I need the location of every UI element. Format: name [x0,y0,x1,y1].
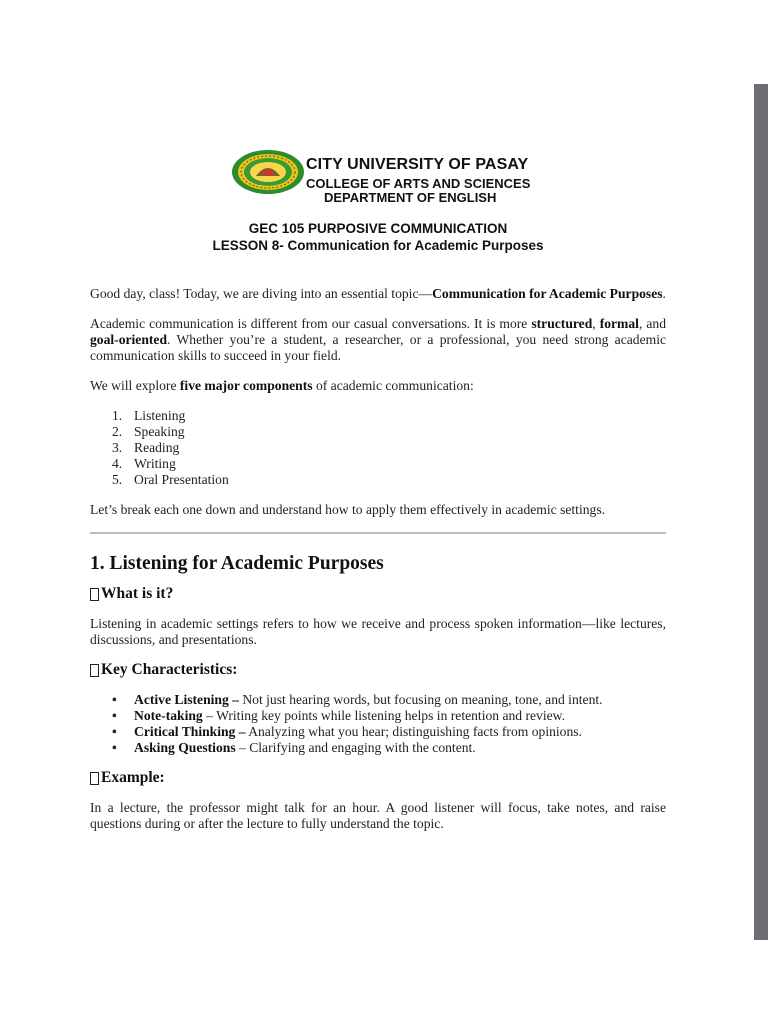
list-item: • Note-taking – Writing key points while listening helps in retention and review. [90,708,666,724]
intro-paragraph-4: Let’s break each one down and understand how to apply them effectively in academic settings. [90,502,606,517]
list-item: • Active Listening – Not just hearing words, but focusing on meaning, tone, and intent. [90,692,666,708]
university-name: CITY UNIVERSITY OF PASAY [306,156,529,173]
bullet-icon: • [112,724,117,739]
list-item: • Asking Questions – Clarifying and engaging with the content. [90,740,666,756]
characteristics-list [90,692,666,756]
intro-paragraph-1: Good day, class! Today, we are diving into an essential topic—Communication for Academic Purposes. [90,286,666,301]
list-item: 3. Reading [112,440,180,455]
missing-glyph-icon [90,588,99,601]
document-header [0,148,768,208]
bullet-icon: • [112,708,117,723]
department-name: DEPARTMENT OF ENGLISH [324,190,497,205]
list-item: 4. Writing [112,456,176,471]
intro-paragraph-3: We will explore five major components of academic communication: [90,378,474,393]
bullet-icon: • [112,692,117,707]
vertical-scrollbar[interactable] [754,84,768,940]
list-item: 2. Speaking [112,424,185,439]
list-item: 5. Oral Presentation [112,472,229,487]
what-paragraph: Listening in academic settings refers to how we receive and process spoken information—like lectures, discussions, and presentations. [90,616,666,647]
subheading-what: What is it? [90,586,666,602]
components-list [90,408,666,488]
subheading-example: Example: [90,770,666,786]
example-paragraph: In a lecture, the professor might talk for an hour. A good listener will focus, take notes, and raise questions during or after the lecture to fully understand the topic. [90,800,666,831]
college-name: COLLEGE OF ARTS AND SCIENCES [306,176,531,191]
list-item: 1. Listening [112,408,186,423]
intro-paragraph-2: Academic communication is different from our casual conversations. It is more structured, formal, and goal-oriented. Whether you’re a student, a researcher, or a professional, you need strong academic communication skills to succeed in your field. [90,316,667,363]
subheading-key-characteristics: Key Characteristics: [90,662,666,678]
missing-glyph-icon [90,664,99,677]
missing-glyph-icon [90,772,99,785]
horizontal-divider [90,532,666,534]
list-item: • Critical Thinking – Analyzing what you hear; distinguishing facts from opinions. [90,724,666,740]
course-title: GEC 105 PURPOSIVE COMMUNICATION [248,221,508,236]
bullet-icon: • [112,740,117,755]
section-heading: 1. Listening for Academic Purposes [90,553,384,574]
lesson-title: LESSON 8- Communication for Academic Purposes [212,238,544,253]
document-body [90,286,666,846]
university-seal-logo [230,148,306,196]
